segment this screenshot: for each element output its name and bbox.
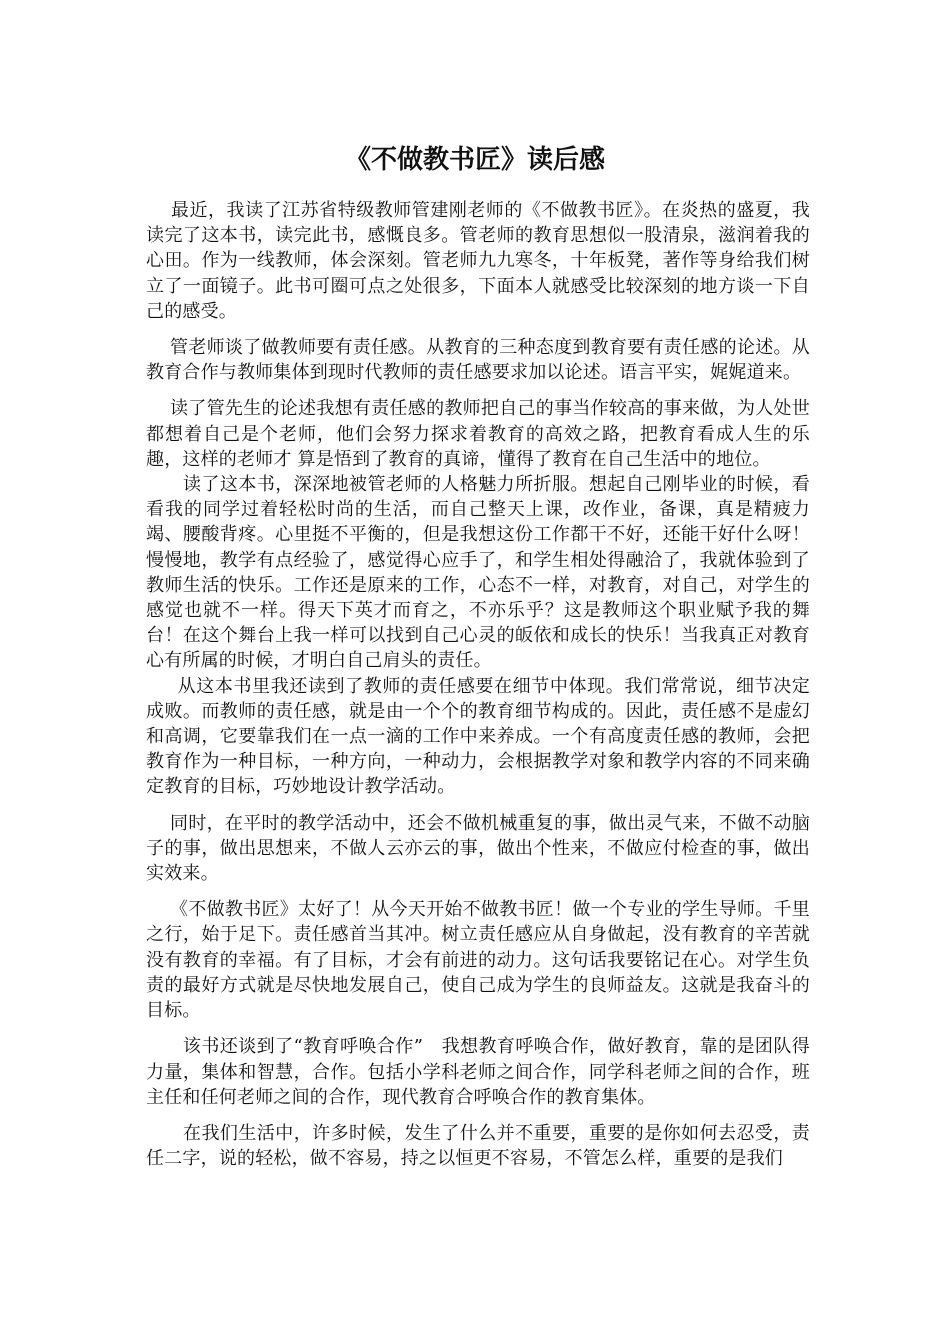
paragraph-cooperation: 该书还谈到了“教育呼唤合作” 我想教育呼唤合作，做好教育，靠的是团队得力量，集体和智慧，合作。包括小学科老师之间合作，同学科老师之间的合作，班主任和任何老师之间的合作，现代教育合呼唤合作的教育集体。: [146, 1036, 810, 1108]
document-body: [146, 198, 810, 1171]
paragraph-closing: 在我们生活中，许多时候，发生了什么并不重要，重要的是你如何去忍受，责任二字，说的轻松，做不容易，持之以恒更不容易，不管怎么样，重要的是我们: [146, 1122, 811, 1170]
paragraph-personal-experience: 读了这本书，深深地被管老师的人格魅力所折服。想起自己刚毕业的时候，看看我的同学过着轻松时尚的生活，而自己整天上课，改作业，备课，真是精疲力竭、腰酸背疼。心里挺不平衡的，但是我想这份工作都干不好，还能干好什么呀！慢慢地，教学有点经验了，感觉得心应手了，和学生相处得融洽了，我就体验到了教师生活的快乐。工作还是原来的工作，心态不一样，对教育，对自己，对学生的感觉也就不一样。得天下英才而育之，不亦乐乎？这是教师这个职业赋予我的舞台！在这个舞台上我一样可以找到自己心灵的皈依和成长的快乐！当我真正对教育心有所属的时候，才明白自己肩头的责任。: [146, 474, 811, 672]
page-title: 《不做教书匠》读后感: [344, 145, 605, 175]
paragraph-goal: 《不做教书匠》太好了！从今天开始不做教书匠！做一个专业的学生导师。千里之行，始于足下。责任感首当其冲。树立责任感应从自身做起，没有教育的辛苦就没有教育的幸福。有了目标，才会有前进的动力。这句话我要铭记在心。对学生负责的最好方式就是尽快地发展自己，使自己成为学生的良师益友。这就是我奋斗的目标。: [146, 899, 811, 1022]
paragraph-intro: 最近，我读了江苏省特级教师管建刚老师的《不做教书匠》。在炎热的盛夏，我读完了这本书，读完此书，感慨良多。管老师的教育思想似一股清泉，滋润着我的心田。作为一线教师，体会深刻。管老师九九寒冬，十年板凳，著作等身给我们树立了一面镜子。此书可圈可点之处很多，下面本人就感受比较深刻的地方谈一下自己的感受。: [146, 200, 810, 322]
paragraph-reflection: 读了管先生的论述我想有责任感的教师把自己的事当作较高的事来做，为人处世都想着自己是个老师，他们会努力探求着教育的高效之路，把教育看成人生的乐趣，这样的老师才 算是悟到了教育的真谛，懂得了教育在自己生活中的地位。: [146, 398, 811, 470]
paragraph-details: 从这本书里我还读到了教师的责任感要在细节中体现。我们常常说，细节决定成败。而教师的责任感，就是由一个个的教育细节构成的。因此，责任感不是虚幻和高调，它要靠我们在一点一滴的工作中来养成。一个有高度责任感的教师，会把教育作为一种目标，一种方向，一种动力，会根据教学对象和教学内容的不同来确定教育的目标，巧妙地设计教学活动。: [146, 675, 811, 798]
paragraph-teaching-activities: 同时，在平时的教学活动中，还会不做机械重复的事，做出灵气来，不做不动脑子的事，做出思想来，不做人云亦云的事，做出个性来，不做应付检查的事，做出实效来。: [146, 812, 811, 885]
paragraph-responsibility: 管老师谈了做教师要有责任感。从教育的三种态度到教育要有责任感的论述。从教育合作与教师集体到现时代教师的责任感要求加以论述。语言平实，娓娓道来。: [146, 337, 811, 384]
